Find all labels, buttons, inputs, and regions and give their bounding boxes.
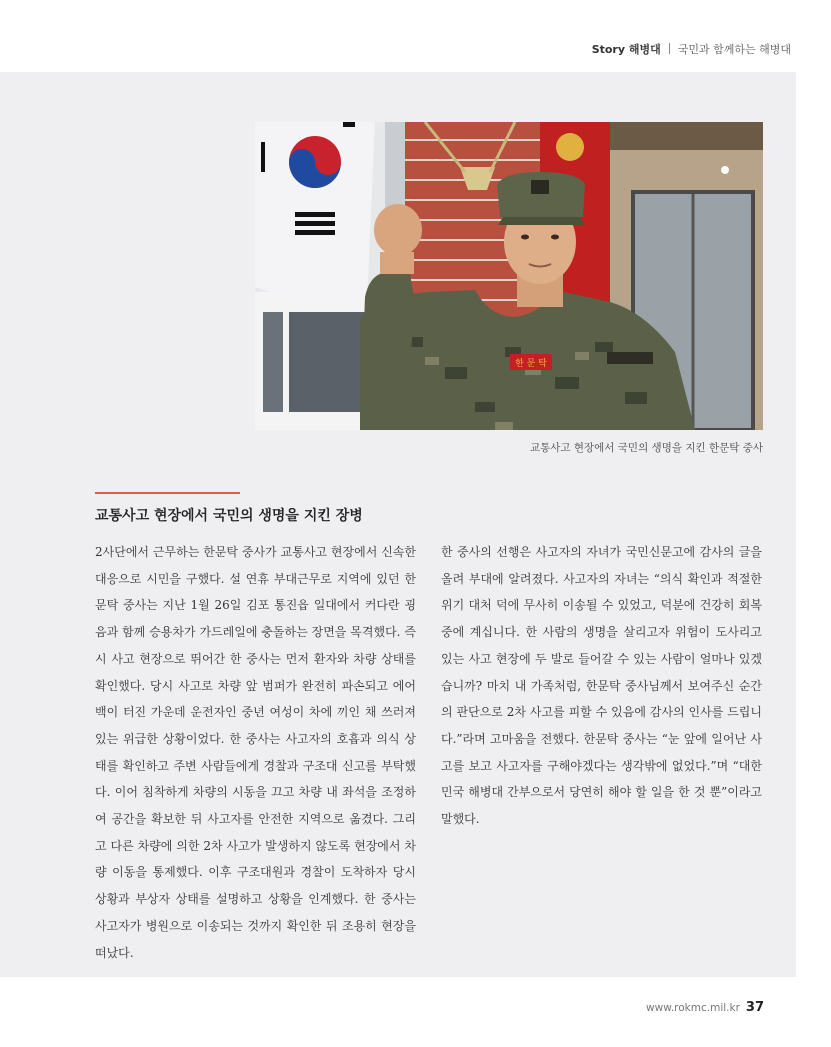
page-header: [592, 41, 791, 57]
section-subtitle: 국민과 함께하는 해병대: [677, 43, 791, 56]
article-title: 교통사고 현장에서 국민의 생명을 지킨 장병: [95, 508, 363, 524]
footer-url: www.rokmc.mil.kr: [646, 1002, 740, 1014]
article-body-right: 한 중사의 선행은 사고자의 자녀가 국민신문고에 감사의 글을 올려 부대에 알려졌다. 사고자의 자녀는 “의식 확인과 적절한 위기 대처 덕에 무사히 이송될 수 있었고, 덕분에 건강히 회복중에 계십니다. 한 사람의 생명을 살리고자 위험이 도사리고 있는 사고 현장에 두 발로 들어갈 수 있는 사람이 얼마나 있겠습니까? 마치 내 가족처럼, 한문탁 중사님께서 보여주신 순간의 판단으로 2차 사고를 피할 수 있음에 감사의 인사를 드립니다.”라며 고마움을 전했다. 한문탁 중사는 “눈 앞에 일어난 사고를 보고 사고자를 구해야겠다는 생각밖에 없었다.”며 “대한민국 해병대 간부으로서 당연히 해야 할 일을 한 것 뿐”이라고 말했다.: [441, 545, 762, 827]
section-label: Story 해병대: [591, 43, 661, 56]
article-photo: [255, 122, 763, 430]
nametag-text: 한 문 탁: [515, 359, 547, 369]
page-footer: [646, 1000, 764, 1015]
header-divider: [669, 43, 670, 54]
page-number: 37: [745, 1000, 764, 1015]
photo-caption: 교통사고 현장에서 국민의 생명을 지킨 한문탁 중사: [529, 442, 763, 454]
title-accent-line: [95, 492, 240, 494]
article-body-left: 2사단에서 근무하는 한문탁 중사가 교통사고 현장에서 신속한 대응으로 시민을 구했다. 설 연휴 부대근무로 지역에 있던 한문탁 중사는 지난 1월 26일 김포 통진읍 일대에서 커다란 굉음과 함께 승용차가 가드레일에 충돌하는 장면을 목격했다. 즉시 사고 현장으로 뛰어간 한 중사는 먼저 환자와 차량 상태를 확인했다. 당시 사고로 차량 앞 범퍼가 완전히 파손되고 에어백이 터진 가운데 운전자인 중년 여성이 차에 끼인 채 쓰러져 있는 위급한 상황이었다. 한 중사는 사고자의 호흡과 의식 상태를 확인하고 주변 사람들에게 경찰과 구조대 신고를 부탁했다. 이어 침착하게 차량의 시동을 끄고 차량 내 좌석을 조정하여 공간을 확보한 뒤 사고자를 안전한 지역으로 옮겼다. 그리고 다른 차량에 의한 2차 사고가 발생하지 않도록 현장에서 차량 이동을 통제했다. 이후 구조대원과 경찰이 도착하자 당시 상황과 부상자 상태를 설명하고 상황을 인계했다. 한 중사는 사고자가 병원으로 이송되는 것까지 확인한 뒤 조용히 현장을 떠났다.: [95, 545, 416, 960]
